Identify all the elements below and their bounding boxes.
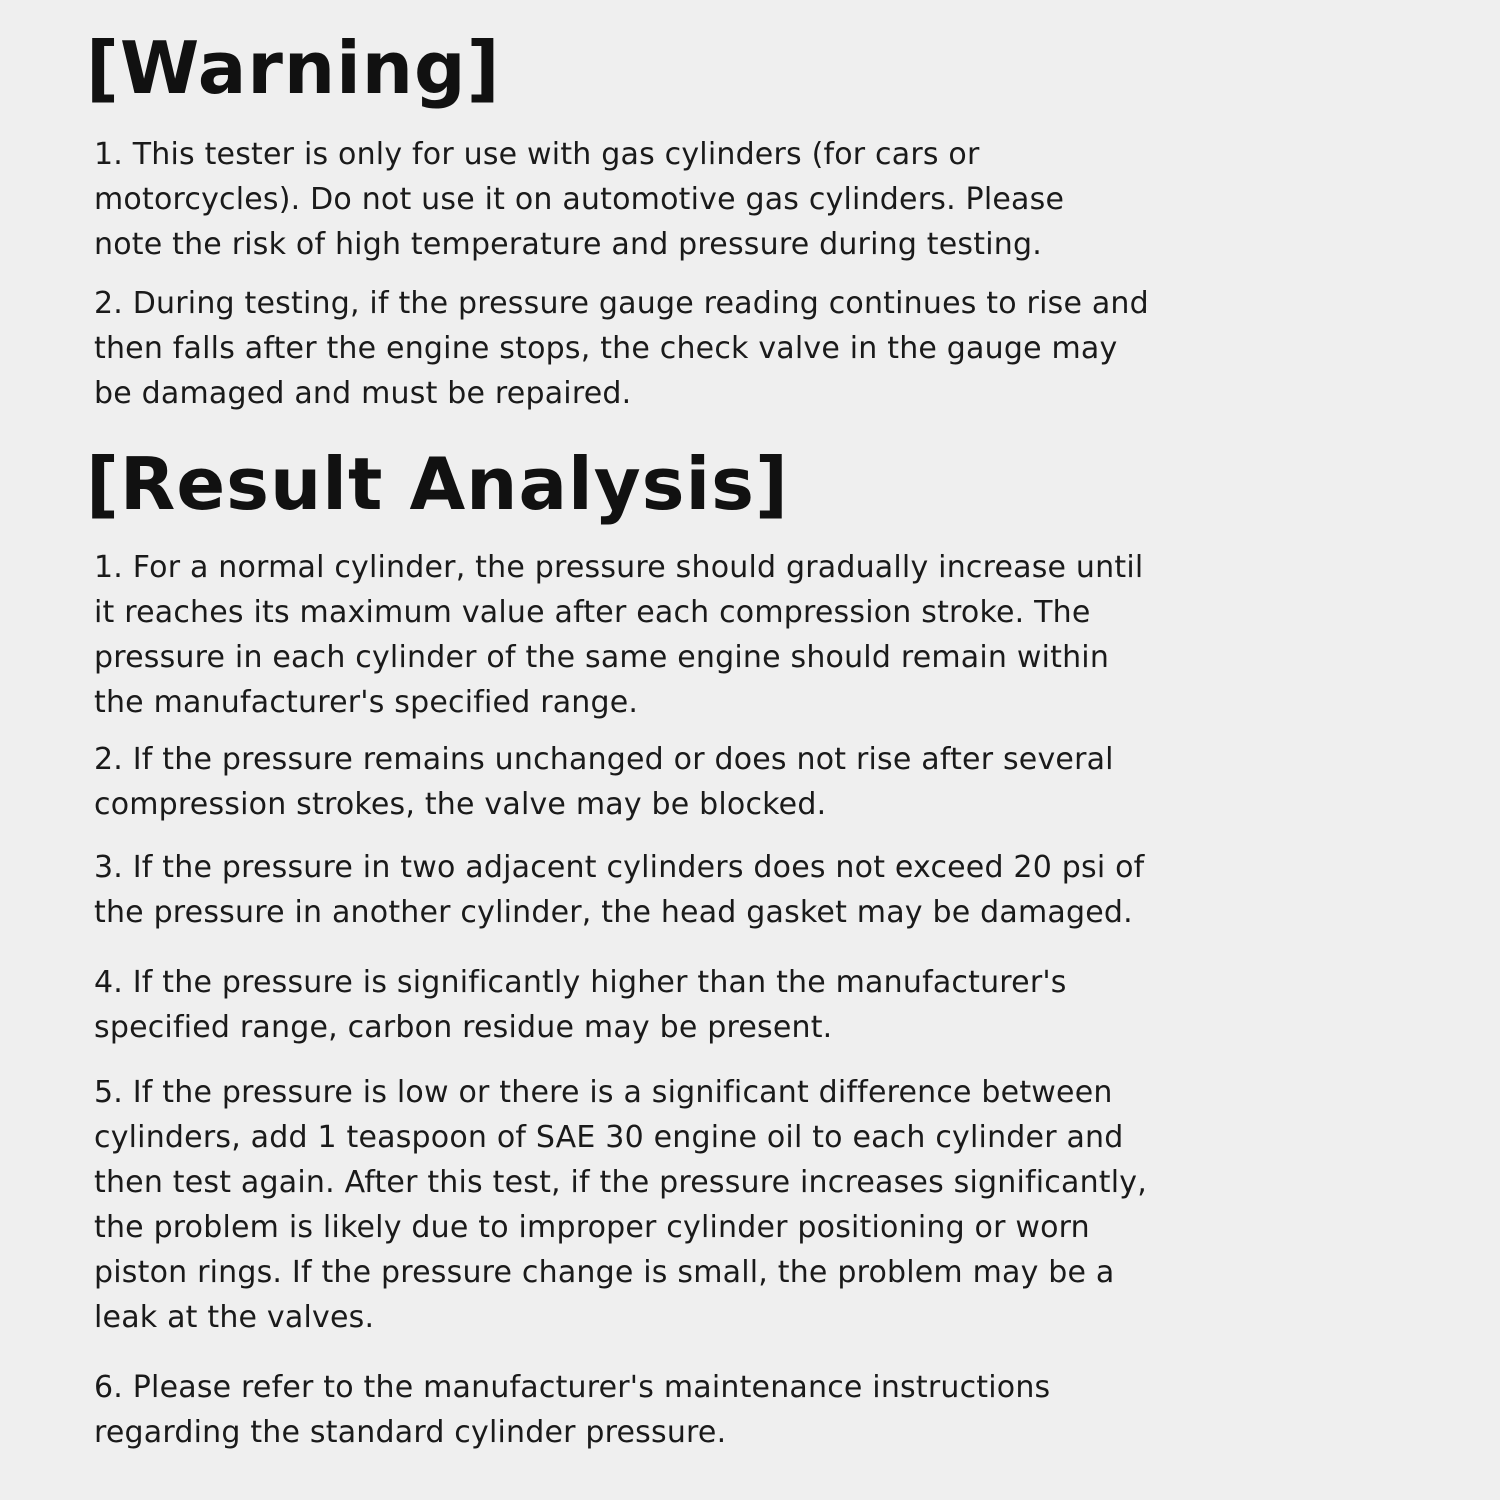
analysis-item-6 <box>94 1365 1334 1455</box>
warning-heading-open-bracket: [ <box>86 26 120 110</box>
analysis-item-2-line-2: compression strokes, the valve may be blocked. <box>94 787 827 822</box>
result-analysis-heading-close-bracket: ] <box>755 442 789 526</box>
analysis-item-3-line-2: the pressure in another cylinder, the head gasket may be damaged. <box>94 895 1133 930</box>
analysis-item-5 <box>94 1070 1334 1340</box>
warning-item-1-line-1: 1. This tester is only for use with gas cylinders (for cars or <box>94 137 980 172</box>
warning-item-1-line-2: motorcycles). Do not use it on automotive gas cylinders. Please <box>94 182 1065 217</box>
analysis-item-2 <box>94 737 1334 827</box>
analysis-item-5-line-4: the problem is likely due to improper cylinder positioning or worn <box>94 1210 1090 1245</box>
analysis-item-6-line-2: regarding the standard cylinder pressure. <box>94 1415 727 1450</box>
analysis-item-6-line-1: 6. Please refer to the manufacturer's maintenance instructions <box>94 1370 1051 1405</box>
analysis-item-1 <box>94 545 1334 725</box>
warning-item-2-line-1: 2. During testing, if the pressure gauge reading continues to rise and <box>94 286 1149 321</box>
warning-item-2 <box>94 281 1334 416</box>
result-analysis-heading <box>86 442 789 526</box>
warning-heading-title: Warning <box>119 26 467 110</box>
analysis-item-4-line-1: 4. If the pressure is significantly higher than the manufacturer's <box>94 965 1067 1000</box>
warning-item-2-line-2: then falls after the engine stops, the check valve in the gauge may <box>94 331 1118 366</box>
analysis-item-2-line-1: 2. If the pressure remains unchanged or does not rise after several <box>94 742 1114 777</box>
result-analysis-heading-open-bracket: [ <box>86 442 120 526</box>
analysis-item-1-line-4: the manufacturer's specified range. <box>94 685 639 720</box>
analysis-item-5-line-1: 5. If the pressure is low or there is a significant difference between <box>94 1075 1113 1110</box>
analysis-item-5-line-5: piston rings. If the pressure change is small, the problem may be a <box>94 1255 1115 1290</box>
analysis-item-3 <box>94 845 1334 935</box>
warning-heading <box>86 26 501 110</box>
analysis-item-5-line-3: then test again. After this test, if the pressure increases significantly, <box>94 1165 1147 1200</box>
analysis-item-1-line-3: pressure in each cylinder of the same engine should remain within <box>94 640 1110 675</box>
analysis-item-1-line-2: it reaches its maximum value after each compression stroke. The <box>94 595 1091 630</box>
result-analysis-heading-title: Result Analysis <box>119 442 756 526</box>
analysis-item-4 <box>94 960 1334 1050</box>
analysis-item-5-line-6: leak at the valves. <box>94 1300 375 1335</box>
analysis-item-3-line-1: 3. If the pressure in two adjacent cylinders does not exceed 20 psi of <box>94 850 1145 885</box>
warning-item-1 <box>94 132 1334 267</box>
analysis-item-4-line-2: specified range, carbon residue may be present. <box>94 1010 833 1045</box>
warning-heading-close-bracket: ] <box>466 26 501 110</box>
warning-item-2-line-3: be damaged and must be repaired. <box>94 376 632 411</box>
analysis-item-5-line-2: cylinders, add 1 teaspoon of SAE 30 engine oil to each cylinder and <box>94 1120 1124 1155</box>
analysis-item-1-line-1: 1. For a normal cylinder, the pressure should gradually increase until <box>94 550 1144 585</box>
warning-item-1-line-3: note the risk of high temperature and pressure during testing. <box>94 227 1042 262</box>
